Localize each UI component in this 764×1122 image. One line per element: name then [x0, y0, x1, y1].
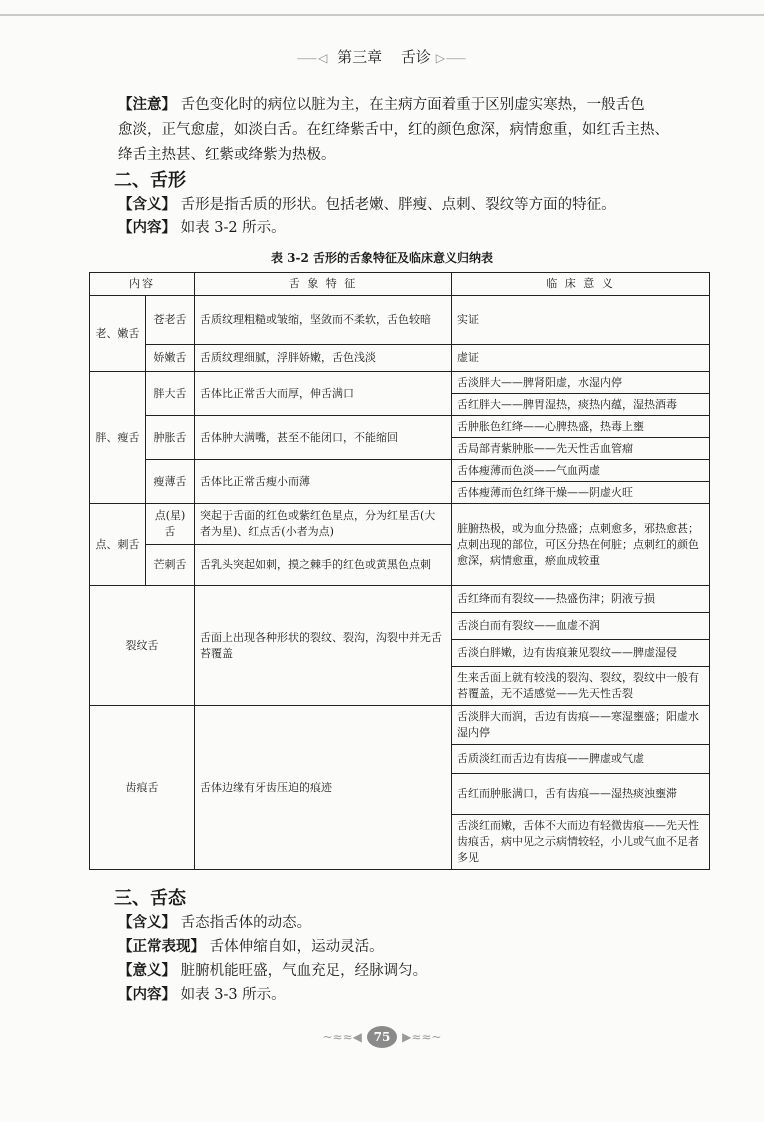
top-rule	[0, 14, 764, 16]
row-meaning: 舌体瘦薄而色红绛干燥——阴虚火旺	[452, 482, 710, 504]
header-feature: 舌 象 特 征	[195, 273, 452, 296]
table-row	[90, 460, 710, 482]
row-name: 齿痕舌	[90, 706, 195, 870]
section-3-content	[118, 982, 698, 1008]
row-feature: 舌质纹理粗糙或皱缩，坚敛而不柔软，舌色较暗	[195, 296, 452, 345]
note-line-2: 愈淡，正气愈虚，如淡白舌。在红绛紫舌中，红的颜色愈深，病情愈重，如红舌主热、	[118, 122, 669, 138]
content-label: 【内容】	[118, 986, 176, 1003]
row-name: 肿胀舌	[146, 416, 195, 460]
footer-ornament-right: ▶≈≈~	[402, 1030, 442, 1044]
row-feature: 舌体边缘有牙齿压迫的痕迹	[195, 706, 452, 870]
content-text: 如表 3-3 所示。	[176, 987, 286, 1003]
row-feature: 舌体比正常舌大而厚，伸舌满口	[195, 372, 452, 416]
row-name: 瘦薄舌	[146, 460, 195, 504]
normal-label: 【正常表现】	[118, 938, 205, 955]
tongue-shape-table	[89, 272, 710, 870]
row-meaning: 舌红绛而有裂纹——热盛伤津；阴液亏损	[452, 586, 710, 613]
significance-text: 脏腑机能旺盛，气血充足，经脉调匀。	[176, 963, 428, 979]
row-meaning: 生来舌面上就有较浅的裂沟、裂纹，裂纹中一般有苔覆盖，无不适感觉——先天性舌裂	[452, 667, 710, 706]
running-header	[0, 46, 764, 67]
group-laonen: 老、嫩舌	[90, 296, 146, 372]
row-name: 裂纹舌	[90, 586, 195, 706]
row-meaning: 舌质淡红而舌边有齿痕——脾虚或气虚	[452, 745, 710, 774]
section-3-title: 三、舌态	[114, 888, 186, 909]
row-meaning: 舌红胖大——脾胃湿热，痰热内蕴，湿热酒毒	[452, 394, 710, 416]
row-feature: 舌乳头突起如刺，摸之棘手的红色或黄黑色点刺	[195, 545, 452, 586]
row-meaning: 舌淡胖大——脾肾阳虚，水湿内停	[452, 372, 710, 394]
row-meaning: 舌局部青紫肿胀——先天性舌血管瘤	[452, 438, 710, 460]
content-text: 如表 3-2 所示。	[176, 220, 286, 236]
footer-ornament-left: ~≈≈◀	[322, 1030, 362, 1044]
row-feature: 舌体肿大满嘴，甚至不能闭口，不能缩回	[195, 416, 452, 460]
chapter-number: 第三章	[337, 48, 383, 66]
meaning-text: 舌形是指舌质的形状。包括老嫩、胖瘦、点刺、裂纹等方面的特征。	[176, 197, 616, 213]
row-meaning: 舌淡胖大而润，舌边有齿痕——寒湿壅盛；阳虚水湿内停	[452, 706, 710, 745]
table-row	[90, 416, 710, 438]
note-label: 【注意】	[118, 96, 176, 113]
note-line-1: 舌色变化时的病位以脏为主，在主病方面着重于区别虚实寒热，一般舌色	[176, 97, 645, 113]
note-line-3: 绛舌主热甚、红紫或绛紫为热极。	[118, 147, 336, 163]
row-meaning: 虚证	[452, 345, 710, 372]
header-meaning: 临 床 意 义	[452, 273, 710, 296]
row-meaning: 舌淡红而嫩，舌体不大而边有轻微齿痕——先天性齿痕舌，病中见之示病情较轻，小儿或气血不足者多见	[452, 815, 710, 870]
section-3-significance	[118, 958, 698, 984]
row-meaning: 舌体瘦薄而色淡——气血两虚	[452, 460, 710, 482]
row-meaning: 脏腑热极，或为血分热盛；点刺愈多，邪热愈甚；点刺出现的部位，可区分热在何脏；点刺红的颜色愈深，病情愈重，瘀血成较重	[452, 504, 710, 586]
section-3-meaning	[118, 910, 698, 936]
table-header-row	[90, 273, 710, 296]
row-meaning: 舌红而肿胀满口，舌有齿痕——湿热痰浊壅滞	[452, 774, 710, 815]
meaning-text: 舌态指舌体的动态。	[176, 915, 312, 931]
row-name: 胖大舌	[146, 372, 195, 416]
group-dianci: 点、刺舌	[90, 504, 146, 586]
row-feature: 舌体比正常舌瘦小而薄	[195, 460, 452, 504]
header-ornament-left: ⸺◁	[296, 51, 329, 65]
section-2-title: 二、舌形	[114, 170, 186, 191]
row-name: 娇嫩舌	[146, 345, 195, 372]
row-name: 点(星)舌	[146, 504, 195, 545]
row-feature: 突起于舌面的红色或紫红色星点，分为红星舌(大者为星)、红点舌(小者为点)	[195, 504, 452, 545]
table-row	[90, 296, 710, 345]
row-feature: 舌质纹理细腻，浮胖娇嫩，舌色浅淡	[195, 345, 452, 372]
row-name: 芒刺舌	[146, 545, 195, 586]
header-ornament-right: ▷⸺	[435, 51, 468, 65]
content-label: 【内容】	[118, 219, 176, 236]
row-meaning: 舌肿胀色红绛——心脾热盛，热毒上壅	[452, 416, 710, 438]
table-row	[90, 706, 710, 745]
section-3-normal	[118, 934, 698, 960]
table-row	[90, 372, 710, 394]
header-content: 内容	[90, 273, 195, 296]
page-footer	[0, 1026, 764, 1048]
group-pangshou: 胖、瘦舌	[90, 372, 146, 504]
section-2-content	[118, 215, 698, 241]
row-name: 苍老舌	[146, 296, 195, 345]
significance-label: 【意义】	[118, 962, 176, 979]
normal-text: 舌体伸缩自如，运动灵活。	[205, 939, 384, 955]
table-row	[90, 504, 710, 545]
table-row	[90, 586, 710, 613]
table-caption: 表 3-2 舌形的舌象特征及临床意义归纳表	[270, 251, 494, 265]
chapter-title: 舌诊	[400, 48, 431, 66]
meaning-label: 【含义】	[118, 914, 176, 931]
row-meaning: 实证	[452, 296, 710, 345]
page-number: 75	[367, 1026, 397, 1048]
note-paragraph	[118, 92, 698, 168]
table-row	[90, 345, 710, 372]
meaning-label: 【含义】	[118, 196, 176, 213]
row-meaning: 舌淡白胖嫩，边有齿痕兼见裂纹——脾虚湿侵	[452, 640, 710, 667]
row-meaning: 舌淡白而有裂纹——血虚不润	[452, 613, 710, 640]
row-feature: 舌面上出现各种形状的裂纹、裂沟，沟裂中并无舌苔覆盖	[195, 586, 452, 706]
